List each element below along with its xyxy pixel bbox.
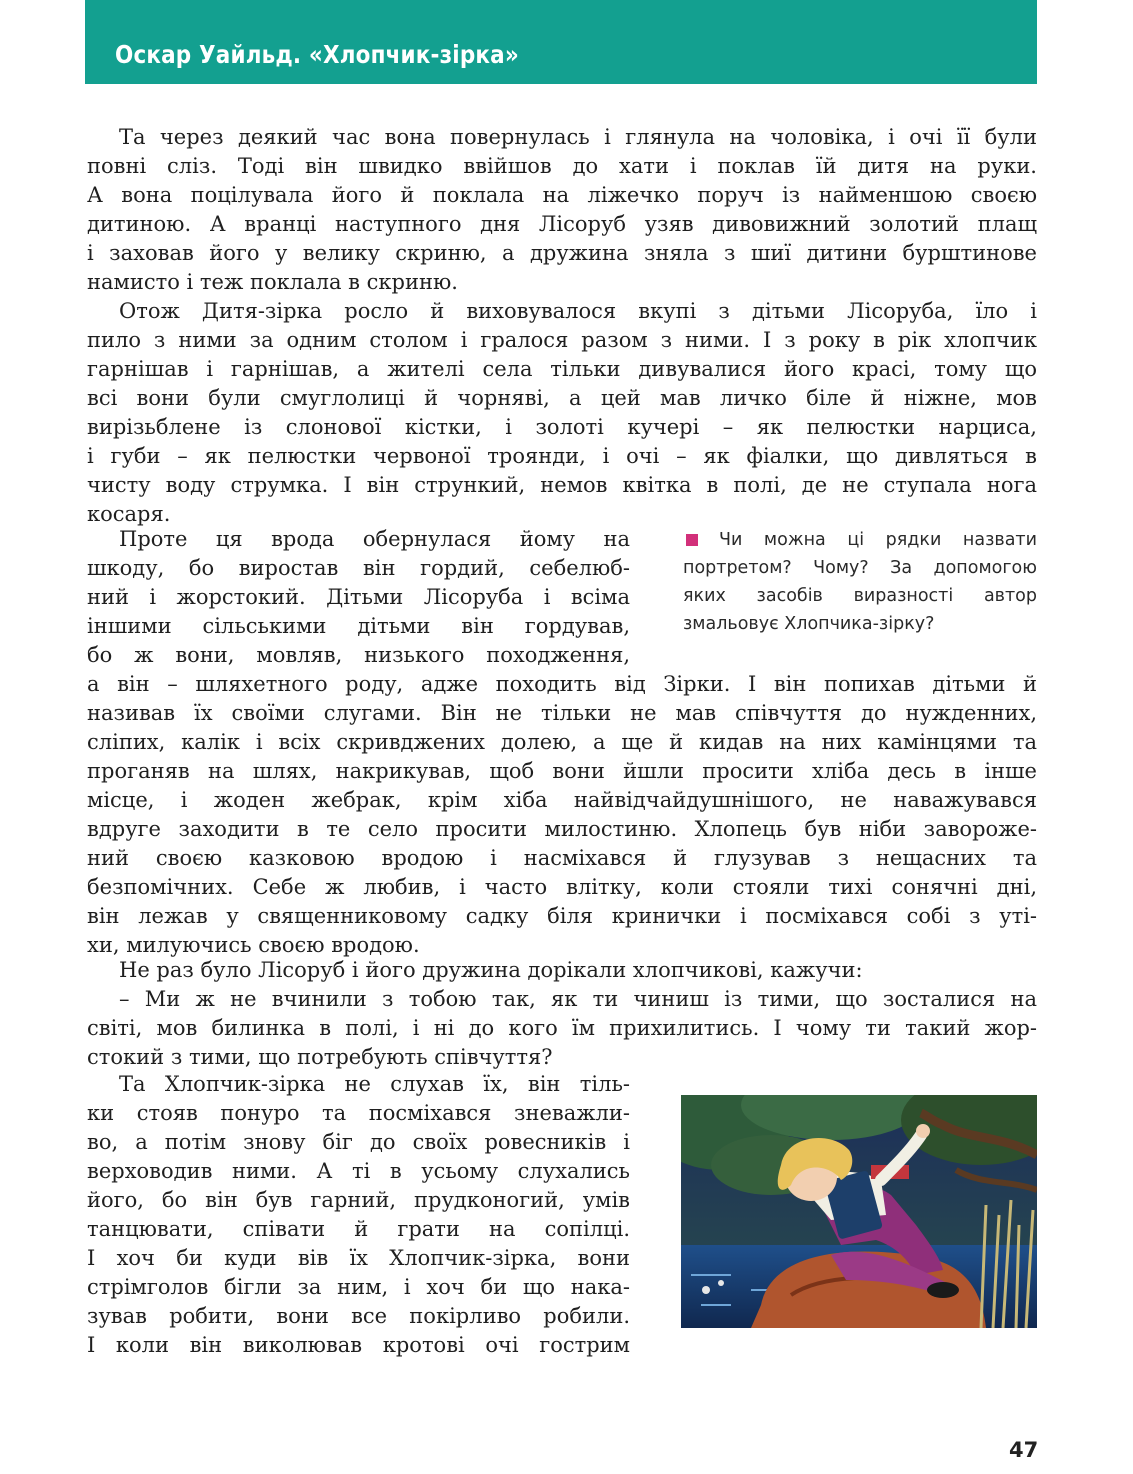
- boy-reflection-illustration: [681, 1095, 1037, 1328]
- text-line: проганяв на шлях, накрикував, щоб вони йшли просити хліба десь в інше: [87, 759, 1037, 783]
- text-line: танцювати, співати й грати на сопілці.: [87, 1217, 630, 1241]
- text-line: повні сліз. Тоді він швидко ввійшов до хати і поклав їй дитя на руки.: [87, 154, 1037, 178]
- text-line: І коли він виколював кротові очі гострим: [87, 1333, 630, 1357]
- side-question: [683, 526, 1037, 638]
- text-line: шкоду, бо виростав він гордий, себелюб-: [87, 556, 630, 580]
- text-line: зував робити, вони все покірливо робили.: [87, 1304, 630, 1328]
- text-line: дитиною. А вранці наступного дня Лісоруб узяв дивовижний золотий плащ: [87, 212, 1037, 236]
- text-line: вирізьблене із слонової кістки, і золоті кучері – як пелюстки нарциса,: [87, 415, 1037, 439]
- text-line: А вона поцілувала його й поклала на ліжечко поруч із найменшою своєю: [87, 183, 1037, 207]
- text-line: ний і жорстокий. Дітьми Лісоруба і всіма: [87, 585, 630, 609]
- chapter-header-band: [85, 0, 1037, 84]
- text-line: Проте ця врода обернулася йому на: [119, 527, 630, 551]
- question-marker-icon: [686, 534, 698, 546]
- text-line: Та Хлопчик-зірка не слухав їх, він тіль-: [119, 1072, 630, 1096]
- text-line: Та через деякий час вона повернулась і глянула на чоловіка, і очі її були: [119, 125, 1037, 149]
- text-line: називав їх своїми слугами. Він не тільки не мав співчуття до нужденних,: [87, 701, 1037, 725]
- text-line: а він – шляхетного роду, адже походить від Зірки. І він попихав дітьми й: [87, 672, 1037, 696]
- question-line: портретом? Чому? За допомогою: [683, 558, 1037, 578]
- text-line: намисто і теж поклала в скриню.: [87, 270, 458, 294]
- text-line: хи, милуючись своєю вродою.: [87, 933, 420, 957]
- text-line: він лежав у священниковому садку біля кринички і посміхався собі з уті-: [87, 904, 1037, 928]
- text-line: пило з ними за одним столом і гралося разом з ними. І з року в рік хлопчик: [87, 328, 1037, 352]
- text-line: ки стояв понуро та посміхався зневажли-: [87, 1101, 630, 1125]
- text-line: безпомічних. Себе ж любив, і часто влітку, коли стояли тихі сонячні дні,: [87, 875, 1037, 899]
- text-line: во, а потім знову біг до своїх ровесників і: [87, 1130, 630, 1154]
- text-line: гарнішав і гарнішав, а жителі села тільки дивувалися його красі, тому що: [87, 357, 1037, 381]
- question-line: змальовує Хлопчика-зірку?: [683, 614, 935, 634]
- text-line: іншими сільськими дітьми він гордував,: [87, 614, 630, 638]
- text-line: стокий з тими, що потребують співчуття?: [87, 1045, 553, 1069]
- text-line: його, бо він був гарний, прудконогий, умів: [87, 1188, 630, 1212]
- question-line: яких засобів виразності автор: [683, 586, 1037, 606]
- question-line: Чи можна ці рядки назвати: [719, 530, 1037, 550]
- text-line: місце, і жоден жебрак, крім хіба найвідчайдушнішого, не наважувався: [87, 788, 1037, 812]
- text-line: чисту воду струмка. І він стрункий, немов квітка в полі, де не ступала нога: [87, 473, 1037, 497]
- text-line: косаря.: [87, 502, 171, 526]
- page-number: 47: [1009, 1438, 1039, 1462]
- text-line: сліпих, калік і всіх скривджених долею, а ще й кидав на них камінцями та: [87, 730, 1037, 754]
- text-line: Не раз було Лісоруб і його дружина дорікали хлопчикові, кажучи:: [119, 958, 863, 982]
- text-line: І хоч би куди вів їх Хлопчик-зірка, вони: [87, 1246, 630, 1270]
- text-line: світі, мов билинка в полі, і ні до кого їм прихилитись. І чому ти такий жор-: [87, 1016, 1037, 1040]
- text-line: стрімголов бігли за ним, і хоч би що нака-: [87, 1275, 630, 1299]
- chapter-title: Оскар Уайльд. «Хлопчик-зірка»: [115, 40, 519, 69]
- text-line: – Ми ж не вчинили з тобою так, як ти чиниш із тими, що зосталися на: [119, 987, 1037, 1011]
- text-line: і губи – як пелюстки червоної троянди, і очі – як фіалки, що дивляться в: [87, 444, 1037, 468]
- text-line: і заховав його у велику скриню, а дружина зняла з шиї дитини бурштинове: [87, 241, 1037, 265]
- text-line: бо ж вони, мовляв, низького походження,: [87, 643, 630, 667]
- text-line: Отож Дитя-зірка росло й виховувалося вкупі з дітьми Лісоруба, їло і: [119, 299, 1037, 323]
- text-line: вдруге заходити в те село просити милостиню. Хлопець був ніби завороже-: [87, 817, 1037, 841]
- text-line: ний своєю казковою вродою і насміхався й глузував з нещасних та: [87, 846, 1037, 870]
- text-line: всі вони були смуглолиці й чорняві, а цей мав личко біле й ніжне, мов: [87, 386, 1037, 410]
- text-line: верховодив ними. А ті в усьому слухались: [87, 1159, 630, 1183]
